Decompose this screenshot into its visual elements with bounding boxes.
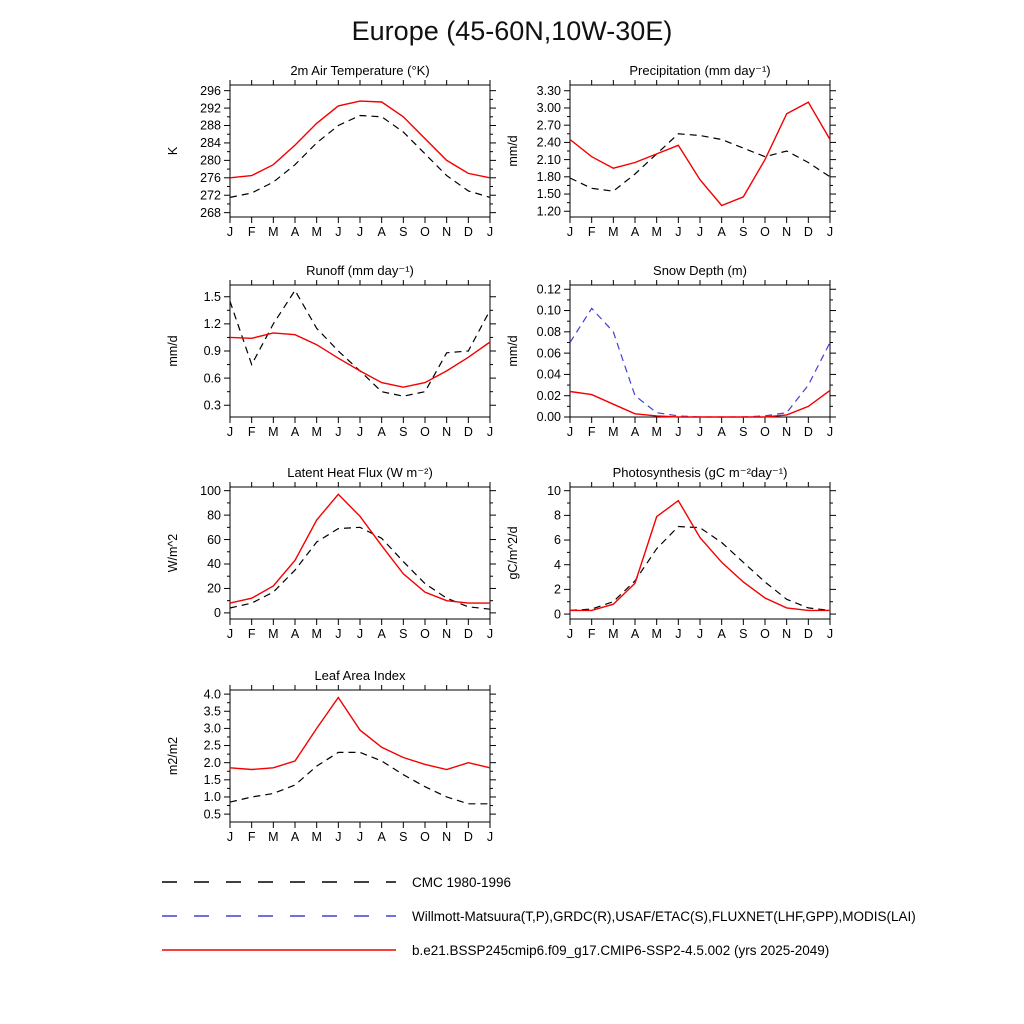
svg-text:J: J: [226, 627, 234, 641]
svg-text:J: J: [566, 425, 574, 439]
svg-text:J: J: [226, 830, 234, 844]
svg-text:J: J: [356, 627, 364, 641]
svg-text:A: A: [630, 425, 640, 439]
svg-text:W/m^2: W/m^2: [166, 533, 180, 573]
chart-snow-depth: [500, 265, 860, 447]
svg-text:Latent Heat Flux (W m⁻²): Latent Heat Flux (W m⁻²): [287, 467, 433, 480]
svg-text:1.50: 1.50: [536, 187, 561, 202]
svg-text:1.5: 1.5: [203, 289, 221, 304]
svg-text:A: A: [290, 830, 300, 844]
svg-text:M: M: [651, 425, 662, 439]
svg-text:A: A: [717, 627, 726, 641]
svg-text:10: 10: [547, 483, 561, 498]
svg-text:S: S: [399, 425, 408, 439]
svg-text:F: F: [587, 627, 596, 641]
svg-text:Snow Depth (m): Snow Depth (m): [653, 265, 747, 278]
svg-text:0.04: 0.04: [536, 367, 561, 382]
legend-label: b.e21.BSSP245cmip6.f09_g17.CMIP6-SSP2-4.5.002 (yrs 2025-2049): [412, 942, 830, 958]
svg-text:O: O: [760, 225, 770, 239]
svg-text:40: 40: [207, 557, 221, 572]
svg-text:2.0: 2.0: [203, 755, 221, 770]
svg-text:280: 280: [200, 153, 221, 168]
svg-text:M: M: [268, 627, 279, 641]
svg-text:A: A: [377, 627, 386, 641]
svg-text:K: K: [166, 146, 180, 156]
svg-text:A: A: [630, 225, 640, 239]
svg-text:3.5: 3.5: [203, 704, 221, 719]
svg-text:0.12: 0.12: [536, 282, 561, 297]
svg-text:8: 8: [554, 508, 561, 523]
svg-text:F: F: [247, 830, 256, 844]
legend-solid-line-red: [160, 942, 398, 958]
svg-text:M: M: [608, 627, 619, 641]
svg-text:J: J: [356, 830, 364, 844]
svg-text:O: O: [760, 425, 770, 439]
svg-text:A: A: [290, 225, 300, 239]
svg-text:2m Air Temperature (°K): 2m Air Temperature (°K): [290, 65, 430, 78]
legend-item-model: [160, 940, 1000, 960]
svg-text:Runoff (mm day⁻¹): Runoff (mm day⁻¹): [306, 265, 414, 278]
svg-text:J: J: [696, 225, 704, 239]
svg-text:J: J: [335, 830, 342, 844]
svg-text:J: J: [675, 627, 682, 641]
svg-text:284: 284: [200, 136, 221, 151]
svg-text:0.00: 0.00: [536, 410, 561, 425]
svg-text:M: M: [268, 225, 279, 239]
svg-text:60: 60: [207, 532, 221, 547]
svg-text:M: M: [311, 225, 322, 239]
svg-text:0.9: 0.9: [203, 344, 221, 359]
svg-text:2.40: 2.40: [536, 135, 561, 150]
svg-text:4.0: 4.0: [203, 687, 221, 702]
svg-text:A: A: [290, 627, 300, 641]
svg-text:100: 100: [200, 483, 221, 498]
svg-text:4: 4: [554, 557, 561, 572]
svg-text:288: 288: [200, 118, 221, 133]
svg-text:F: F: [247, 425, 256, 439]
svg-text:m2/m2: m2/m2: [166, 736, 180, 776]
svg-text:0.5: 0.5: [203, 807, 221, 822]
svg-text:F: F: [587, 425, 596, 439]
page-title: Europe (45-60N,10W-30E): [351, 16, 673, 46]
svg-text:0.06: 0.06: [536, 346, 561, 361]
svg-text:20: 20: [207, 581, 221, 596]
legend-label: Willmott-Matsuura(T,P),GRDC(R),USAF/ETAC(S),FLUXNET(LHF,GPP),MODIS(LAI): [412, 908, 916, 924]
svg-text:M: M: [311, 627, 322, 641]
svg-text:J: J: [486, 425, 494, 439]
svg-text:1.0: 1.0: [203, 790, 221, 805]
svg-text:J: J: [356, 425, 364, 439]
chart-latent-heat-flux: [160, 467, 520, 649]
svg-text:S: S: [739, 627, 748, 641]
svg-text:N: N: [442, 830, 452, 844]
svg-text:D: D: [463, 627, 473, 641]
svg-text:O: O: [420, 627, 430, 641]
svg-text:M: M: [608, 425, 619, 439]
svg-text:S: S: [399, 830, 408, 844]
svg-text:296: 296: [200, 83, 221, 98]
svg-text:O: O: [420, 225, 430, 239]
svg-text:0.02: 0.02: [536, 388, 561, 403]
svg-text:3.0: 3.0: [203, 721, 221, 736]
chart-leaf-area-index: [160, 670, 520, 852]
legend-item-cmc: [160, 872, 1000, 892]
svg-text:J: J: [486, 225, 494, 239]
svg-text:0.08: 0.08: [536, 325, 561, 340]
svg-text:O: O: [420, 425, 430, 439]
svg-text:Photosynthesis (gC m⁻²day⁻¹): Photosynthesis (gC m⁻²day⁻¹): [612, 467, 788, 480]
svg-text:J: J: [486, 830, 494, 844]
svg-text:3.00: 3.00: [536, 101, 561, 116]
svg-text:S: S: [399, 627, 408, 641]
svg-text:F: F: [247, 225, 256, 239]
chart-2m-air-temperature: [160, 65, 520, 247]
legend-dashed-line-black: [160, 874, 398, 890]
svg-text:J: J: [335, 425, 342, 439]
svg-text:1.20: 1.20: [536, 204, 561, 219]
svg-text:292: 292: [200, 101, 221, 116]
svg-text:J: J: [226, 225, 234, 239]
svg-text:0.3: 0.3: [203, 398, 221, 413]
svg-text:F: F: [247, 627, 256, 641]
legend-dashed-line-blue: [160, 908, 398, 924]
svg-text:J: J: [486, 627, 494, 641]
svg-text:6: 6: [554, 533, 561, 548]
svg-text:O: O: [760, 627, 770, 641]
legend-label: CMC 1980-1996: [412, 874, 512, 890]
legend-item-obs: [160, 906, 1000, 926]
svg-text:A: A: [377, 425, 386, 439]
svg-text:mm/d: mm/d: [506, 135, 520, 167]
svg-text:D: D: [463, 225, 473, 239]
svg-text:J: J: [826, 425, 834, 439]
svg-text:M: M: [268, 425, 279, 439]
svg-text:D: D: [803, 425, 813, 439]
svg-text:2.70: 2.70: [536, 118, 561, 133]
svg-text:S: S: [739, 425, 748, 439]
svg-text:D: D: [803, 225, 813, 239]
svg-text:N: N: [442, 425, 452, 439]
svg-text:mm/d: mm/d: [166, 335, 180, 367]
svg-text:0: 0: [214, 606, 221, 621]
svg-text:J: J: [826, 627, 834, 641]
svg-text:M: M: [311, 425, 322, 439]
svg-text:A: A: [377, 830, 386, 844]
svg-text:M: M: [268, 830, 279, 844]
svg-text:A: A: [717, 425, 726, 439]
svg-text:O: O: [420, 830, 430, 844]
svg-text:N: N: [442, 225, 452, 239]
svg-text:0.6: 0.6: [203, 371, 221, 386]
svg-text:2: 2: [554, 582, 561, 597]
svg-text:J: J: [566, 627, 574, 641]
svg-text:M: M: [608, 225, 619, 239]
svg-text:272: 272: [200, 188, 221, 203]
svg-text:N: N: [782, 425, 792, 439]
chart-photosynthesis: [500, 467, 860, 649]
svg-text:S: S: [739, 225, 748, 239]
svg-text:D: D: [463, 425, 473, 439]
legend: [160, 872, 1000, 974]
svg-text:A: A: [290, 425, 300, 439]
chart-runoff: [160, 265, 520, 447]
svg-text:J: J: [675, 425, 682, 439]
svg-text:80: 80: [207, 508, 221, 523]
svg-text:gC/m^2/d: gC/m^2/d: [506, 526, 520, 580]
svg-text:D: D: [463, 830, 473, 844]
svg-text:J: J: [826, 225, 834, 239]
svg-text:N: N: [782, 225, 792, 239]
svg-text:D: D: [803, 627, 813, 641]
svg-text:1.2: 1.2: [203, 317, 221, 332]
svg-text:A: A: [377, 225, 386, 239]
svg-text:J: J: [335, 225, 342, 239]
svg-text:N: N: [442, 627, 452, 641]
svg-text:J: J: [226, 425, 234, 439]
chart-precipitation: [500, 65, 860, 247]
svg-text:F: F: [587, 225, 596, 239]
svg-text:3.30: 3.30: [536, 83, 561, 98]
svg-text:Leaf Area Index: Leaf Area Index: [314, 670, 406, 683]
svg-text:J: J: [696, 425, 704, 439]
svg-text:J: J: [675, 225, 682, 239]
svg-text:mm/d: mm/d: [506, 335, 520, 367]
svg-text:2.10: 2.10: [536, 152, 561, 167]
svg-text:2.5: 2.5: [203, 738, 221, 753]
svg-text:0: 0: [554, 607, 561, 622]
svg-text:A: A: [630, 627, 640, 641]
svg-text:1.80: 1.80: [536, 170, 561, 185]
svg-text:276: 276: [200, 170, 221, 185]
svg-text:N: N: [782, 627, 792, 641]
svg-text:M: M: [311, 830, 322, 844]
svg-text:J: J: [335, 627, 342, 641]
svg-text:M: M: [651, 627, 662, 641]
svg-text:J: J: [696, 627, 704, 641]
svg-text:J: J: [356, 225, 364, 239]
svg-text:J: J: [566, 225, 574, 239]
svg-text:A: A: [717, 225, 726, 239]
svg-text:Precipitation (mm day⁻¹): Precipitation (mm day⁻¹): [629, 65, 771, 78]
svg-text:1.5: 1.5: [203, 773, 221, 788]
svg-text:S: S: [399, 225, 408, 239]
svg-text:M: M: [651, 225, 662, 239]
svg-text:268: 268: [200, 205, 221, 220]
svg-text:0.10: 0.10: [536, 303, 561, 318]
